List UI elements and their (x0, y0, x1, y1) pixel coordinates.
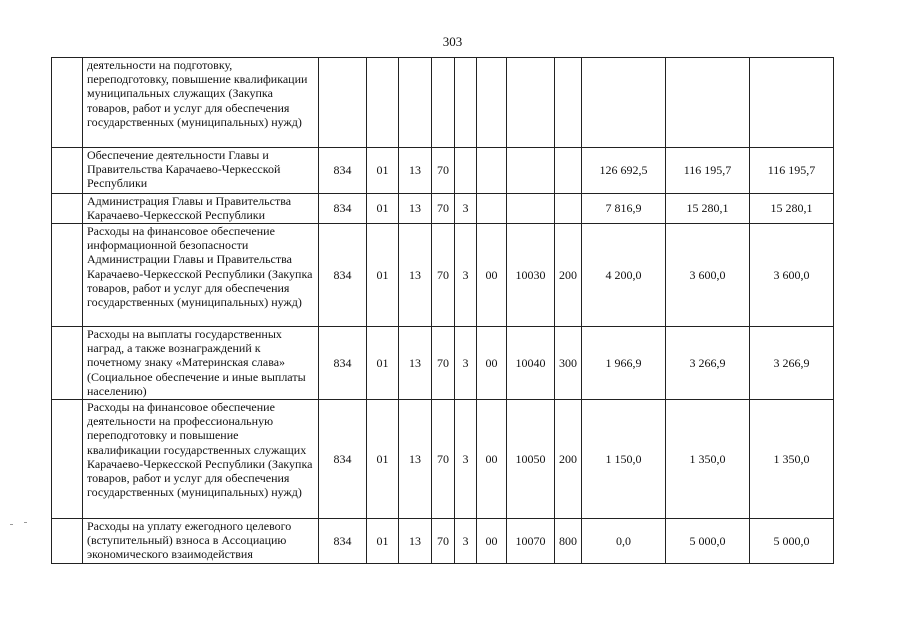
cell-v1: 1 966,9 (582, 327, 666, 400)
cell-c7 (507, 194, 555, 224)
cell-v1 (582, 58, 666, 148)
row-name-cell: Обеспечение деятельности Главы и Правительства Карачаево-Черкесской Республики (83, 148, 319, 194)
cell-c7: 10040 (507, 327, 555, 400)
cell-c4: 70 (432, 194, 455, 224)
cell-c5 (455, 148, 477, 194)
cell-c6 (477, 148, 507, 194)
table-row (52, 194, 834, 224)
cell-c8: 300 (555, 327, 582, 400)
table-row (52, 148, 834, 194)
cell-c3 (399, 58, 432, 148)
table-row (52, 327, 834, 400)
cell-c8 (555, 194, 582, 224)
cell-c4: 70 (432, 327, 455, 400)
cell-c3: 13 (399, 400, 432, 519)
cell-v1: 0,0 (582, 519, 666, 564)
cell-c4: 70 (432, 148, 455, 194)
row-name-cell: Расходы на выплаты государственных наград, а также вознаграждений к почетному знаку «Материнская слава» (Социальное обеспечение и иные выплаты населению) (83, 327, 319, 400)
cell-c1: 834 (319, 148, 367, 194)
page-number: 303 (442, 34, 463, 49)
row-index-cell (52, 148, 83, 194)
cell-c6: 00 (477, 519, 507, 564)
cell-v2: 5 000,0 (666, 519, 750, 564)
cell-c2: 01 (367, 224, 399, 327)
row-index-cell (52, 224, 83, 327)
row-name-cell: Администрация Главы и Правительства Карачаево-Черкесской Республики (83, 194, 319, 224)
cell-c6: 00 (477, 327, 507, 400)
row-name-cell: деятельности на подготовку, переподготовку, повышение квалификации муниципальных служащих (Закупка товаров, работ и услуг для обеспечения государственных (муниципальных) нужд) (83, 58, 319, 148)
cell-c7: 10050 (507, 400, 555, 519)
table-row (52, 58, 834, 148)
cell-c5: 3 (455, 224, 477, 327)
cell-c5: 3 (455, 519, 477, 564)
cell-c5: 3 (455, 327, 477, 400)
cell-c8 (555, 58, 582, 148)
cell-v3: 15 280,1 (750, 194, 834, 224)
cell-c8: 800 (555, 519, 582, 564)
cell-v1: 4 200,0 (582, 224, 666, 327)
table-row (52, 400, 834, 519)
cell-c1: 834 (319, 224, 367, 327)
scan-speck (10, 524, 13, 525)
table-row (52, 519, 834, 564)
cell-v1: 126 692,5 (582, 148, 666, 194)
cell-v2: 1 350,0 (666, 400, 750, 519)
cell-v2: 116 195,7 (666, 148, 750, 194)
cell-c4: 70 (432, 400, 455, 519)
cell-c5 (455, 58, 477, 148)
cell-v1: 7 816,9 (582, 194, 666, 224)
cell-v1: 1 150,0 (582, 400, 666, 519)
row-name-cell: Расходы на уплату ежегодного целевого (вступительный) взноса в Ассоциацию экономического взаимодействия (83, 519, 319, 564)
cell-c4 (432, 58, 455, 148)
row-index-cell (52, 519, 83, 564)
row-index-cell (52, 327, 83, 400)
row-index-cell (52, 400, 83, 519)
row-index-cell (52, 194, 83, 224)
cell-c2 (367, 58, 399, 148)
cell-c7 (507, 58, 555, 148)
cell-c4: 70 (432, 519, 455, 564)
cell-c6: 00 (477, 400, 507, 519)
scan-speck (24, 522, 27, 523)
cell-c6: 00 (477, 224, 507, 327)
cell-c5: 3 (455, 400, 477, 519)
cell-v2: 15 280,1 (666, 194, 750, 224)
cell-v2 (666, 58, 750, 148)
table-body (52, 58, 834, 564)
cell-v2: 3 600,0 (666, 224, 750, 327)
cell-c2: 01 (367, 327, 399, 400)
row-name-cell: Расходы на финансовое обеспечение информационной безопасности Администрации Главы и Правительства Карачаево-Черкесской Республики (Закупка товаров, работ и услуг для обеспечения государственных (муниципальных) нужд) (83, 224, 319, 327)
table-row (52, 224, 834, 327)
cell-v2: 3 266,9 (666, 327, 750, 400)
cell-c5: 3 (455, 194, 477, 224)
cell-c1: 834 (319, 400, 367, 519)
row-index-cell (52, 58, 83, 148)
cell-v3 (750, 58, 834, 148)
cell-c8: 200 (555, 400, 582, 519)
cell-c3: 13 (399, 327, 432, 400)
cell-v3: 3 266,9 (750, 327, 834, 400)
cell-c7: 10030 (507, 224, 555, 327)
cell-c2: 01 (367, 148, 399, 194)
cell-c3: 13 (399, 148, 432, 194)
cell-c8: 200 (555, 224, 582, 327)
cell-c2: 01 (367, 194, 399, 224)
cell-c3: 13 (399, 194, 432, 224)
cell-c4: 70 (432, 224, 455, 327)
cell-c7 (507, 148, 555, 194)
cell-c6 (477, 194, 507, 224)
cell-c8 (555, 148, 582, 194)
cell-c3: 13 (399, 519, 432, 564)
cell-c3: 13 (399, 224, 432, 327)
cell-c1: 834 (319, 519, 367, 564)
cell-c1: 834 (319, 327, 367, 400)
cell-v3: 116 195,7 (750, 148, 834, 194)
cell-c2: 01 (367, 519, 399, 564)
cell-c1: 834 (319, 194, 367, 224)
cell-c6 (477, 58, 507, 148)
budget-table (51, 57, 834, 564)
row-name-cell: Расходы на финансовое обеспечение деятельности на профессиональную переподготовку и повышение квалификации государственных служащих Карачаево-Черкесской Республики (Закупка товаров, работ и услуг для обеспечения государственных (муниципальных) нужд) (83, 400, 319, 519)
cell-v3: 1 350,0 (750, 400, 834, 519)
cell-c1 (319, 58, 367, 148)
cell-c2: 01 (367, 400, 399, 519)
cell-c7: 10070 (507, 519, 555, 564)
cell-v3: 3 600,0 (750, 224, 834, 327)
cell-v3: 5 000,0 (750, 519, 834, 564)
